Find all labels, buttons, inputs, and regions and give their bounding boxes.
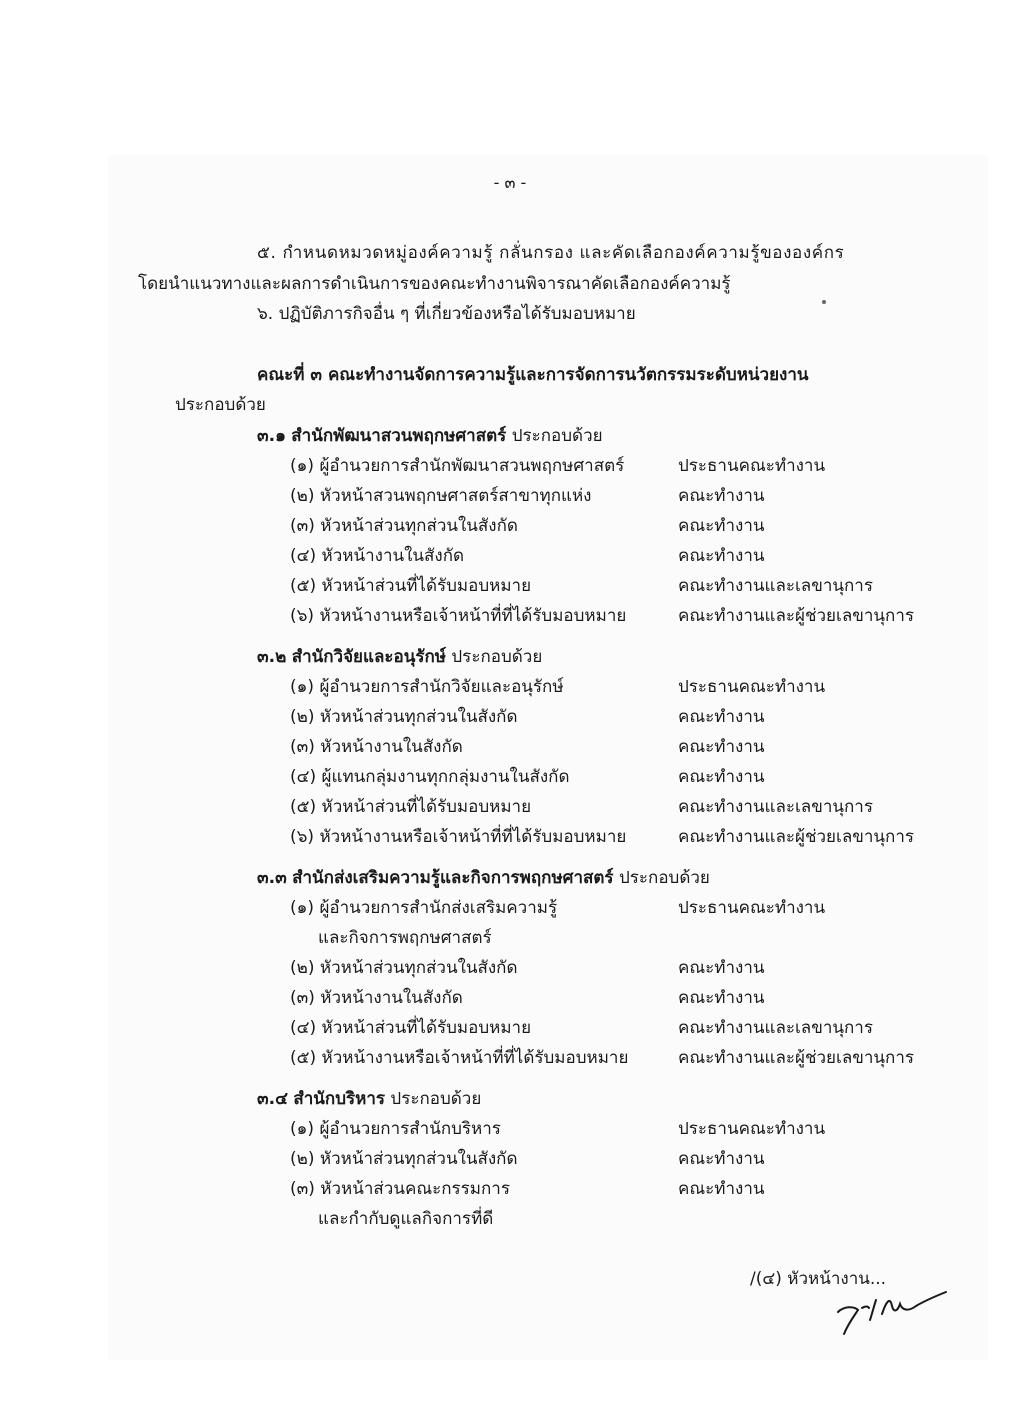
member-label-continuation: และกำกับดูแลกิจการที่ดี xyxy=(318,1209,494,1229)
member-role: คณะทำงาน xyxy=(678,546,765,566)
section-heading xyxy=(257,867,710,889)
section-number: ๓.๔ xyxy=(257,1089,288,1109)
continuation-note: /(๔) หัวหน้างาน... xyxy=(750,1269,887,1289)
member-label: (๒) หัวหน้าสวนพฤกษศาสตร์สาขาทุกแห่ง xyxy=(290,486,592,506)
member-role: คณะทำงานและเลขานุการ xyxy=(678,797,873,817)
member-label: (๑) ผู้อำนวยการสำนักวิจัยและอนุรักษ์ xyxy=(290,677,564,697)
member-label-continuation: และกิจการพฤกษศาสตร์ xyxy=(318,928,492,948)
section-suffix: ประกอบด้วย xyxy=(618,868,710,888)
section-number: ๓.๓ xyxy=(257,868,287,888)
section-name: สำนักส่งเสริมความรู้และกิจการพฤกษศาสตร์ xyxy=(292,868,614,888)
member-label: (๓) หัวหน้างานในสังกัด xyxy=(290,737,463,757)
signature-mark xyxy=(832,1280,952,1340)
member-label: (๖) หัวหน้างานหรือเจ้าหน้าที่ที่ได้รับมอบหมาย xyxy=(290,606,627,626)
member-role: คณะทำงาน xyxy=(678,516,765,536)
section-suffix: ประกอบด้วย xyxy=(390,1089,482,1109)
section-heading xyxy=(257,646,542,668)
member-label: (๓) หัวหน้างานในสังกัด xyxy=(290,988,463,1008)
section-suffix: ประกอบด้วย xyxy=(451,647,543,667)
member-role: คณะทำงานและผู้ช่วยเลขานุการ xyxy=(678,827,914,847)
member-label: (๖) หัวหน้างานหรือเจ้าหน้าที่ที่ได้รับมอบหมาย xyxy=(290,827,627,847)
scan-mark xyxy=(822,300,826,304)
member-role: คณะทำงาน xyxy=(678,707,765,727)
member-role: คณะทำงาน xyxy=(678,958,765,978)
member-label: (๑) ผู้อำนวยการสำนักพัฒนาสวนพฤกษศาสตร์ xyxy=(290,456,625,476)
section-name: สำนักบริหาร xyxy=(293,1089,385,1109)
member-role: คณะทำงาน xyxy=(678,1149,765,1169)
intro-item-6: ๖. ปฏิบัติภารกิจอื่น ๆ ที่เกี่ยวข้องหรือได้รับมอบหมาย xyxy=(257,304,636,324)
member-label: (๕) หัวหน้าส่วนที่ได้รับมอบหมาย xyxy=(290,797,532,817)
member-role: ประธานคณะทำงาน xyxy=(678,1119,826,1139)
member-role: ประธานคณะทำงาน xyxy=(678,898,826,918)
member-role: คณะทำงาน xyxy=(678,737,765,757)
member-label: (๔) หัวหน้างานในสังกัด xyxy=(290,546,465,566)
section-number: ๓.๒ xyxy=(257,647,287,667)
member-role: คณะทำงานและเลขานุการ xyxy=(678,1018,873,1038)
member-label: (๓) หัวหน้าส่วนทุกส่วนในสังกัด xyxy=(290,516,518,536)
member-label: (๕) หัวหน้างานหรือเจ้าหน้าที่ที่ได้รับมอบหมาย xyxy=(290,1048,629,1068)
member-label: (๕) หัวหน้าส่วนที่ได้รับมอบหมาย xyxy=(290,576,532,596)
section-heading xyxy=(257,425,603,447)
intro-item-5-line-2: โดยนำแนวทางและผลการดำเนินการของคณะทำงานพิจารณาคัดเลือกองค์ความรู้ xyxy=(138,274,731,294)
member-label: (๒) หัวหน้าส่วนทุกส่วนในสังกัด xyxy=(290,707,518,727)
member-label: (๔) หัวหน้าส่วนที่ได้รับมอบหมาย xyxy=(290,1018,532,1038)
member-label: (๒) หัวหน้าส่วนทุกส่วนในสังกัด xyxy=(290,958,518,978)
member-role: คณะทำงานและผู้ช่วยเลขานุการ xyxy=(678,606,914,626)
member-role: ประธานคณะทำงาน xyxy=(678,456,826,476)
committee-consists-of: ประกอบด้วย xyxy=(175,395,266,415)
section-suffix: ประกอบด้วย xyxy=(511,426,603,446)
member-label: (๓) หัวหน้าส่วนคณะกรรมการ xyxy=(290,1179,510,1199)
page-number: - ๓ - xyxy=(493,173,527,192)
member-role: คณะทำงาน xyxy=(678,767,765,787)
member-role: คณะทำงานและผู้ช่วยเลขานุการ xyxy=(678,1048,914,1068)
member-label: (๑) ผู้อำนวยการสำนักส่งเสริมความรู้ xyxy=(290,898,558,918)
member-role: คณะทำงาน xyxy=(678,988,765,1008)
committee-title: คณะที่ ๓ คณะทำงานจัดการความรู้และการจัดการนวัตกรรมระดับหน่วยงาน xyxy=(257,365,809,385)
member-role: คณะทำงาน xyxy=(678,486,765,506)
member-label: (๔) ผู้แทนกลุ่มงานทุกกลุ่มงานในสังกัด xyxy=(290,767,570,787)
scanned-paper-area xyxy=(108,155,988,1360)
section-name: สำนักวิจัยและอนุรักษ์ xyxy=(291,647,446,667)
member-label: (๒) หัวหน้าส่วนทุกส่วนในสังกัด xyxy=(290,1149,518,1169)
intro-item-5-line-1: ๕. กำหนดหมวดหมู่องค์ความรู้ กลั่นกรอง และคัดเลือกองค์ความรู้ขององค์กร xyxy=(257,243,845,263)
member-role: คณะทำงานและเลขานุการ xyxy=(678,576,873,596)
member-label: (๑) ผู้อำนวยการสำนักบริหาร xyxy=(290,1119,501,1139)
section-number: ๓.๑ xyxy=(257,426,286,446)
member-role: ประธานคณะทำงาน xyxy=(678,677,826,697)
section-name: สำนักพัฒนาสวนพฤกษศาสตร์ xyxy=(291,426,507,446)
section-heading xyxy=(257,1088,481,1110)
member-role: คณะทำงาน xyxy=(678,1179,765,1199)
